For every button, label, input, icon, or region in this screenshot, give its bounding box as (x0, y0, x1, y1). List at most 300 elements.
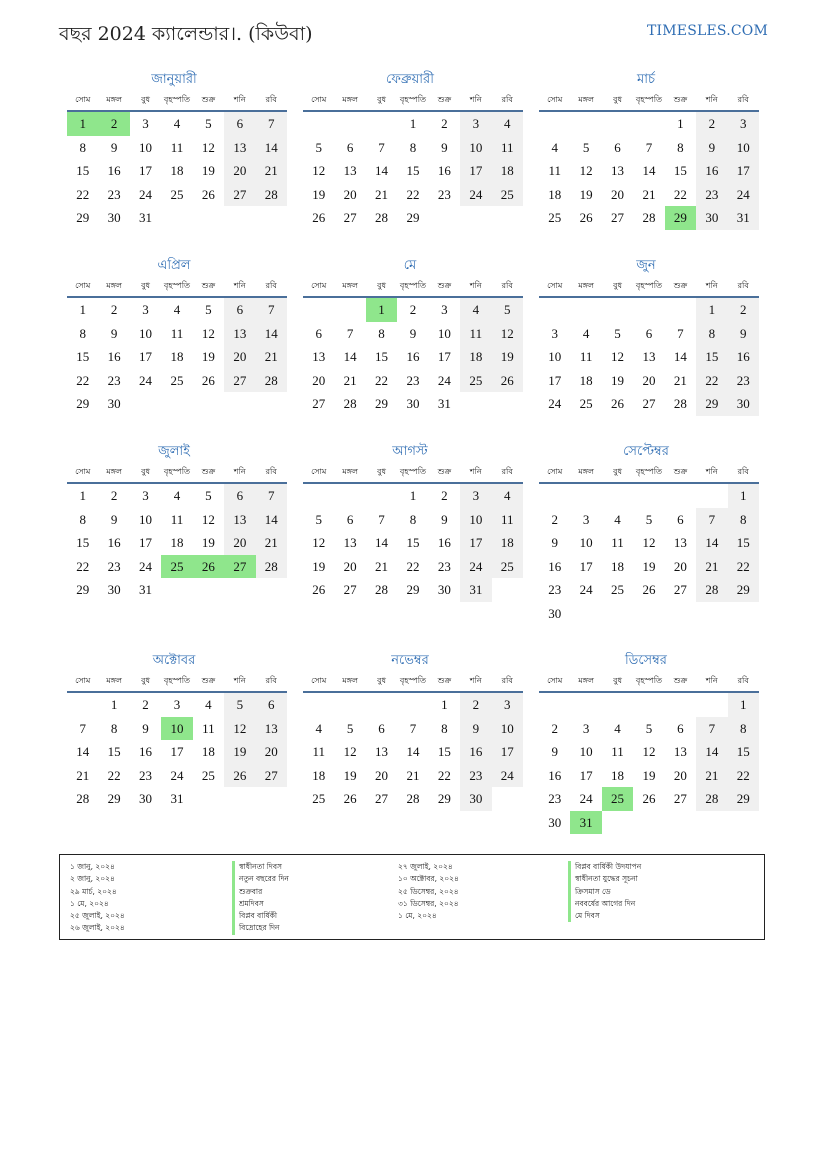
day-cell: 24 (139, 372, 153, 388)
weekend-day: 12 (224, 717, 255, 741)
weekday-label: সোম (547, 94, 563, 104)
day-cell: 18 (170, 349, 184, 364)
empty-cell (570, 298, 601, 322)
day-cell: 12 (642, 535, 656, 550)
weekend-day: 28 (256, 555, 287, 579)
day-cell: 21 (406, 767, 420, 783)
legend-date: ১ মে, ২০২৪ (70, 898, 109, 908)
month-block (303, 70, 523, 230)
weekday-label: বৃহস্পতি (635, 675, 663, 685)
day-cell: 30 (548, 814, 562, 830)
day-cell: 22 (406, 186, 420, 202)
week-row (67, 136, 287, 160)
day-cell: 15 (406, 535, 420, 550)
empty-cell (665, 693, 696, 717)
day-cell: 21 (375, 186, 389, 202)
day-cell: 9 (110, 325, 118, 341)
day-cell: 27 (375, 791, 389, 806)
empty-cell (303, 298, 334, 322)
day-cell: 26 (312, 582, 326, 597)
weekday-header (67, 671, 287, 693)
day-cell: 21 (76, 767, 90, 783)
day-cell: 4 (315, 720, 322, 736)
week-row (67, 787, 287, 811)
day-cell: 17 (437, 349, 451, 364)
empty-cell (492, 206, 523, 230)
week-row (67, 159, 287, 183)
empty-cell (728, 811, 759, 835)
day-cell: 24 (579, 582, 593, 597)
week-row (539, 787, 759, 811)
week-row (303, 112, 523, 136)
legend-names-col2 (568, 861, 641, 922)
day-cell: 8 (409, 511, 417, 527)
weekend-day: 21 (256, 159, 287, 183)
day-cell: 8 (378, 325, 385, 341)
weekday-label: বৃহস্পতি (399, 280, 427, 290)
month-name: জানুয়ারী (151, 72, 197, 87)
week-row (539, 345, 759, 369)
day-cell: 25 (201, 767, 215, 783)
weekday-header (303, 276, 523, 298)
weekend-day: 26 (492, 369, 523, 393)
day-cell: 9 (441, 139, 448, 155)
empty-cell (539, 693, 570, 717)
weekday-label: মঙ্গল (106, 94, 122, 104)
weekend-day: 17 (460, 159, 491, 183)
weekday-label: মঙ্গল (106, 675, 122, 685)
weekend-day: 29 (728, 787, 759, 811)
day-cell: 20 (312, 372, 326, 388)
empty-cell (492, 787, 523, 811)
holiday-day: 2 (98, 112, 129, 136)
weekday-label: রবি (501, 466, 513, 476)
week-row (67, 322, 287, 346)
weekend-day: 20 (224, 345, 255, 369)
weekend-day: 22 (696, 369, 727, 393)
week-row (539, 112, 759, 136)
day-cell: 15 (406, 163, 420, 178)
weekday-label: সোম (75, 675, 91, 685)
day-cell: 22 (437, 767, 451, 783)
day-cell: 8 (79, 511, 86, 527)
day-cell: 20 (673, 767, 687, 783)
weekend-day: 12 (492, 322, 523, 346)
day-cell: 12 (312, 535, 326, 550)
holiday-day: 26 (193, 555, 224, 579)
weekend-day: 2 (460, 693, 491, 717)
day-cell: 10 (579, 535, 593, 550)
day-cell: 1 (677, 116, 684, 131)
weekday-label: বুধ (141, 675, 151, 685)
weekday-header (303, 671, 523, 693)
empty-cell (366, 484, 397, 508)
weekday-label: শুক্র (673, 280, 688, 290)
legend-date: ২৭ জুলাই, ২০২৪ (398, 862, 453, 871)
day-cell: 12 (201, 139, 215, 155)
weekend-day: 1 (728, 484, 759, 508)
day-cell: 8 (79, 325, 86, 341)
legend-holiday-name: বিপ্লব বার্ষিকী উদযাপন (568, 861, 641, 873)
week-row (539, 392, 759, 416)
day-cell: 5 (315, 139, 322, 155)
day-cell: 19 (201, 349, 215, 364)
day-cell: 25 (579, 396, 593, 411)
legend-names-col1 (232, 861, 289, 935)
day-cell: 11 (548, 163, 561, 178)
empty-cell (696, 811, 727, 835)
week-row (539, 136, 759, 160)
empty-cell (728, 602, 759, 626)
empty-cell (193, 392, 224, 416)
week-row (539, 602, 759, 626)
day-cell: 19 (579, 186, 593, 202)
day-cell: 23 (139, 767, 153, 783)
day-cell: 28 (642, 210, 656, 225)
week-row (67, 206, 287, 230)
empty-cell (665, 602, 696, 626)
weekday-header (539, 671, 759, 693)
empty-cell (633, 484, 664, 508)
day-cell: 9 (441, 511, 448, 527)
day-cell: 2 (551, 511, 558, 527)
weekend-day: 24 (728, 183, 759, 207)
weekend-day: 13 (256, 717, 287, 741)
week-row (303, 531, 523, 555)
empty-cell (334, 484, 365, 508)
day-cell: 19 (201, 163, 215, 178)
empty-cell (602, 484, 633, 508)
weekend-day: 29 (728, 578, 759, 602)
weekend-day: 7 (256, 112, 287, 136)
empty-cell (602, 298, 633, 322)
day-cell: 23 (406, 372, 420, 388)
day-cell: 12 (201, 325, 215, 341)
day-cell: 11 (312, 744, 325, 759)
day-cell: 3 (142, 488, 149, 503)
weekday-label: বৃহস্পতি (635, 280, 663, 290)
weekend-day: 16 (728, 345, 759, 369)
day-cell: 6 (677, 720, 684, 736)
day-cell: 9 (551, 744, 558, 759)
weekend-day: 30 (696, 206, 727, 230)
empty-cell (334, 693, 365, 717)
legend-dates-col1 (70, 861, 125, 935)
day-cell: 15 (673, 163, 687, 178)
day-cell: 14 (406, 744, 420, 759)
day-cell: 13 (375, 744, 389, 759)
weekend-day: 3 (492, 693, 523, 717)
day-cell: 12 (312, 163, 326, 178)
legend-holiday-name: স্বাধীনতা যুদ্ধের সূচনা (568, 873, 641, 885)
day-cell: 9 (551, 535, 558, 550)
week-row (67, 345, 287, 369)
day-cell: 20 (343, 558, 357, 574)
day-cell: 29 (76, 210, 90, 225)
day-cell: 13 (673, 744, 687, 759)
weekend-day: 6 (224, 298, 255, 322)
week-row (303, 345, 523, 369)
weekend-day: 15 (728, 740, 759, 764)
day-cell: 5 (645, 720, 653, 736)
holiday-day: 25 (161, 555, 192, 579)
weekend-day: 14 (696, 531, 727, 555)
weekend-day: 13 (224, 322, 255, 346)
week-row (539, 693, 759, 717)
day-cell: 28 (673, 396, 687, 411)
day-cell: 23 (437, 558, 451, 574)
weekday-label: মঙ্গল (578, 675, 594, 685)
weekday-label: সোম (75, 94, 91, 104)
empty-cell (570, 693, 601, 717)
weekday-label: শুক্র (437, 280, 452, 290)
empty-cell (570, 484, 601, 508)
day-cell: 15 (76, 535, 90, 550)
legend-holiday-name: নতুন বছরের দিন (232, 873, 289, 885)
week-row (303, 508, 523, 532)
legend-date: ২ জানু, ২০২৪ (70, 874, 115, 884)
empty-cell (602, 602, 633, 626)
weekend-day: 25 (492, 555, 523, 579)
holiday-day: 1 (366, 298, 397, 322)
weekend-day: 21 (696, 764, 727, 788)
empty-cell (256, 578, 287, 602)
month-name: ডিসেম্বর (625, 653, 667, 668)
weekend-day: 17 (728, 159, 759, 183)
weekday-label: শুক্র (673, 675, 688, 685)
week-row (67, 555, 287, 579)
day-cell: 4 (205, 697, 212, 712)
weekday-label: মঙ্গল (578, 94, 594, 104)
weekday-label: মঙ্গল (578, 466, 594, 476)
month-name: অক্টোবর (152, 653, 196, 668)
day-cell: 3 (441, 302, 448, 317)
weekday-label: বৃহস্পতি (163, 675, 191, 685)
day-cell: 23 (107, 558, 121, 574)
brand-link[interactable]: TIMESLES.COM (647, 23, 768, 39)
month-block (303, 256, 523, 416)
empty-cell (492, 578, 523, 602)
weekday-label: বুধ (613, 675, 623, 685)
weekday-label: শনি (705, 280, 718, 290)
weekend-day: 3 (728, 112, 759, 136)
weekday-header (539, 276, 759, 298)
day-cell: 11 (611, 535, 624, 550)
day-cell: 17 (139, 349, 153, 364)
empty-cell (224, 787, 255, 811)
weekend-day: 13 (224, 136, 255, 160)
weekday-header (303, 90, 523, 112)
day-cell: 27 (673, 791, 687, 806)
empty-cell (696, 484, 727, 508)
weekday-label: শনি (469, 94, 482, 104)
legend-holiday-name: বিদ্রোহের দিন (232, 922, 289, 934)
weekend-day: 11 (492, 508, 523, 532)
day-cell: 10 (579, 744, 593, 759)
day-cell: 12 (579, 163, 593, 178)
day-cell: 14 (642, 163, 656, 178)
day-cell: 23 (107, 186, 121, 202)
day-cell: 19 (312, 186, 326, 202)
day-cell: 15 (375, 349, 389, 364)
day-cell: 29 (406, 582, 420, 597)
weekday-label: শুক্র (437, 466, 452, 476)
day-cell: 3 (173, 697, 181, 712)
weekend-day: 7 (696, 717, 727, 741)
month-name: আগস্ট (392, 444, 428, 459)
week-row (539, 206, 759, 230)
empty-cell (130, 392, 161, 416)
month-block (539, 442, 759, 625)
week-row (539, 764, 759, 788)
week-row (67, 531, 287, 555)
empty-cell (539, 484, 570, 508)
weekend-day: 21 (256, 345, 287, 369)
day-cell: 18 (170, 535, 184, 550)
weekend-day: 11 (492, 136, 523, 160)
day-cell: 6 (677, 511, 684, 527)
day-cell: 7 (79, 720, 86, 736)
day-cell: 31 (170, 791, 184, 806)
day-cell: 16 (107, 535, 121, 550)
empty-cell (665, 484, 696, 508)
weekend-day: 14 (256, 136, 287, 160)
day-cell: 9 (110, 511, 118, 527)
weekend-day: 10 (460, 508, 491, 532)
empty-cell (303, 693, 334, 717)
empty-cell (602, 693, 633, 717)
holiday-day: 27 (224, 555, 255, 579)
weekday-label: বৃহস্পতি (635, 94, 663, 104)
day-cell: 14 (76, 744, 90, 759)
day-cell: 23 (107, 372, 121, 388)
week-row (303, 183, 523, 207)
empty-cell (256, 392, 287, 416)
weekend-day: 31 (460, 578, 491, 602)
day-cell: 15 (107, 744, 121, 759)
day-cell: 18 (548, 186, 562, 202)
day-cell: 1 (441, 697, 448, 712)
weekend-day: 8 (696, 322, 727, 346)
weekend-day: 20 (224, 531, 255, 555)
day-cell: 28 (375, 210, 389, 225)
weekday-label: শনি (233, 280, 246, 290)
day-cell: 8 (79, 139, 86, 155)
empty-cell (570, 602, 601, 626)
empty-cell (193, 787, 224, 811)
weekend-day: 28 (696, 578, 727, 602)
weekend-day: 28 (696, 787, 727, 811)
week-row (303, 322, 523, 346)
empty-cell (633, 693, 664, 717)
week-row (303, 693, 523, 717)
week-row (303, 206, 523, 230)
empty-cell (492, 392, 523, 416)
day-cell: 29 (375, 396, 389, 411)
day-cell: 31 (437, 396, 451, 411)
day-cell: 9 (110, 139, 118, 155)
legend-date: ২৫ জুলাই, ২০২৪ (70, 911, 125, 921)
month-block (539, 70, 759, 230)
weekday-label: সোম (311, 675, 327, 685)
day-cell: 21 (375, 558, 389, 574)
day-cell: 22 (375, 372, 389, 388)
day-cell: 4 (173, 488, 181, 503)
week-row (67, 764, 287, 788)
weekend-day: 13 (224, 508, 255, 532)
weekday-label: বুধ (613, 466, 623, 476)
weekday-label: শনি (233, 94, 246, 104)
day-cell: 1 (409, 116, 417, 131)
week-row (539, 369, 759, 393)
empty-cell (570, 112, 601, 136)
empty-cell (460, 206, 491, 230)
day-cell: 8 (441, 720, 448, 736)
weekday-label: শনি (705, 94, 718, 104)
empty-cell (193, 578, 224, 602)
day-cell: 2 (551, 720, 558, 736)
day-cell: 1 (110, 697, 118, 712)
day-cell: 1 (79, 302, 86, 317)
week-row (67, 183, 287, 207)
weekday-label: শনি (233, 466, 246, 476)
day-cell: 2 (441, 116, 448, 131)
week-row (303, 298, 523, 322)
day-cell: 6 (378, 720, 385, 736)
day-cell: 7 (378, 139, 385, 155)
day-cell: 26 (642, 791, 656, 806)
day-cell: 13 (343, 535, 357, 550)
weekday-label: রবি (737, 466, 749, 476)
day-cell: 22 (107, 767, 121, 783)
weekday-label: মঙ্গল (106, 466, 122, 476)
day-cell: 12 (343, 744, 357, 759)
weekend-day: 30 (460, 787, 491, 811)
weekday-label: রবি (265, 280, 277, 290)
weekend-day: 1 (728, 693, 759, 717)
day-cell: 11 (611, 744, 624, 759)
weekday-label: রবি (737, 94, 749, 104)
day-cell: 25 (170, 186, 184, 202)
week-row (67, 578, 287, 602)
weekday-label: মঙ্গল (342, 280, 358, 290)
page-title: বছর 2024 ক্যালেন্ডার।. (কিউবা) (59, 23, 313, 45)
legend-holiday-name: শ্রমদিবস (232, 898, 289, 910)
legend-holiday-name: স্বাধীনতা দিবস (232, 861, 289, 873)
day-cell: 18 (312, 767, 326, 783)
weekend-day: 16 (460, 740, 491, 764)
day-cell: 30 (548, 605, 562, 621)
legend-date: ১ মে, ২০২৪ (398, 911, 437, 921)
weekday-label: সোম (547, 466, 563, 476)
day-cell: 4 (614, 720, 621, 736)
day-cell: 26 (642, 582, 656, 597)
weekday-label: সোম (311, 280, 327, 290)
empty-cell (397, 693, 428, 717)
weekday-label: শুক্র (201, 466, 216, 476)
weekday-label: শনি (233, 675, 246, 685)
day-cell: 15 (76, 163, 90, 178)
week-row (67, 717, 287, 741)
day-cell: 2 (441, 488, 448, 503)
day-cell: 21 (642, 186, 656, 202)
day-cell: 16 (406, 349, 420, 364)
day-cell: 28 (406, 791, 420, 806)
day-cell: 29 (107, 791, 121, 806)
weekday-label: বৃহস্পতি (163, 280, 191, 290)
day-cell: 5 (614, 325, 621, 341)
weekday-label: বৃহস্পতি (399, 466, 427, 476)
